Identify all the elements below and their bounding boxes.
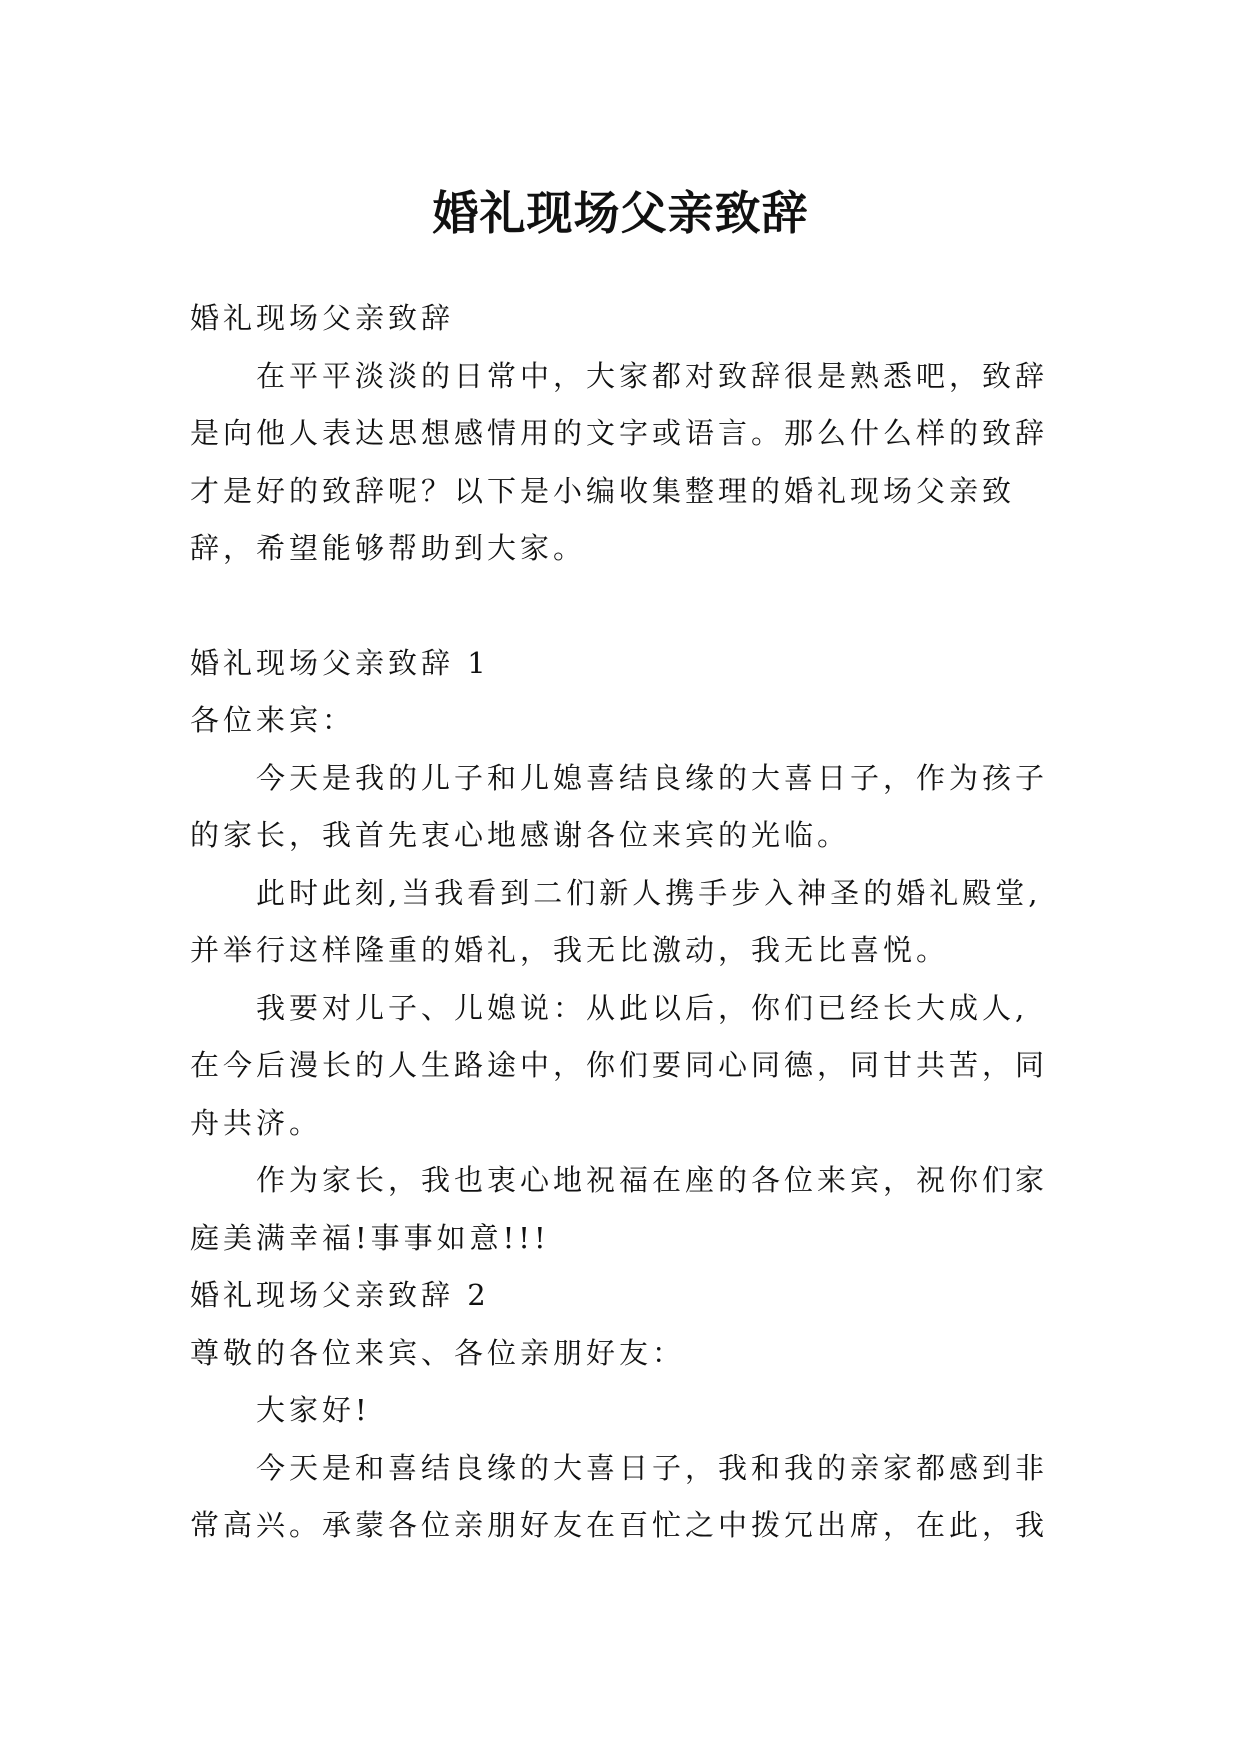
speech-2-salutation: 尊敬的各位来宾、各位亲朋好友： bbox=[190, 1335, 686, 1370]
speech-2-paragraph: 今天是和喜结良缘的大喜日子，我和我的亲家都感到非常高兴。承蒙各位亲朋好友在百忙之中拨冗出席，在此，我 bbox=[190, 1450, 1049, 1542]
document-body bbox=[190, 290, 1060, 1555]
speech-1-paragraph: 作为家长，我也衷心地祝福在座的各位来宾，祝你们家庭美满幸福!事事如意!!! bbox=[190, 1163, 1049, 1255]
speech-1-paragraph: 此时此刻,当我看到二们新人携手步入神圣的婚礼殿堂,并举行这样隆重的婚礼，我无比激动，我无比喜悦。 bbox=[190, 875, 1042, 967]
speech-2-heading: 婚礼现场父亲致辞 2 bbox=[190, 1278, 490, 1312]
document-title: 婚礼现场父亲致辞 bbox=[432, 185, 809, 240]
speech-1-heading: 婚礼现场父亲致辞 1 bbox=[190, 645, 490, 680]
speech-1-paragraph: 今天是我的儿子和儿媳喜结良缘的大喜日子，作为孩子的家长，我首先衷心地感谢各位来宾的光临。 bbox=[190, 760, 1049, 852]
paragraph-spacer bbox=[190, 578, 1060, 635]
speech-2-greeting: 大家好! bbox=[256, 1393, 371, 1427]
speech-1-paragraph: 我要对儿子、儿媳说：从此以后，你们已经长大成人,在今后漫长的人生路途中，你们要同心同德，同甘共苦，同舟共济。 bbox=[190, 990, 1049, 1140]
intro-paragraph: 在平平淡淡的日常中，大家都对致辞很是熟悉吧，致辞是向他人表达思想感情用的文字或语言。那么什么样的致辞才是好的致辞呢？以下是小编收集整理的婚礼现场父亲致辞，希望能够帮助到大家。 bbox=[190, 358, 1049, 565]
speech-1-salutation: 各位来宾： bbox=[190, 703, 356, 737]
section-heading: 婚礼现场父亲致辞 bbox=[190, 301, 455, 335]
